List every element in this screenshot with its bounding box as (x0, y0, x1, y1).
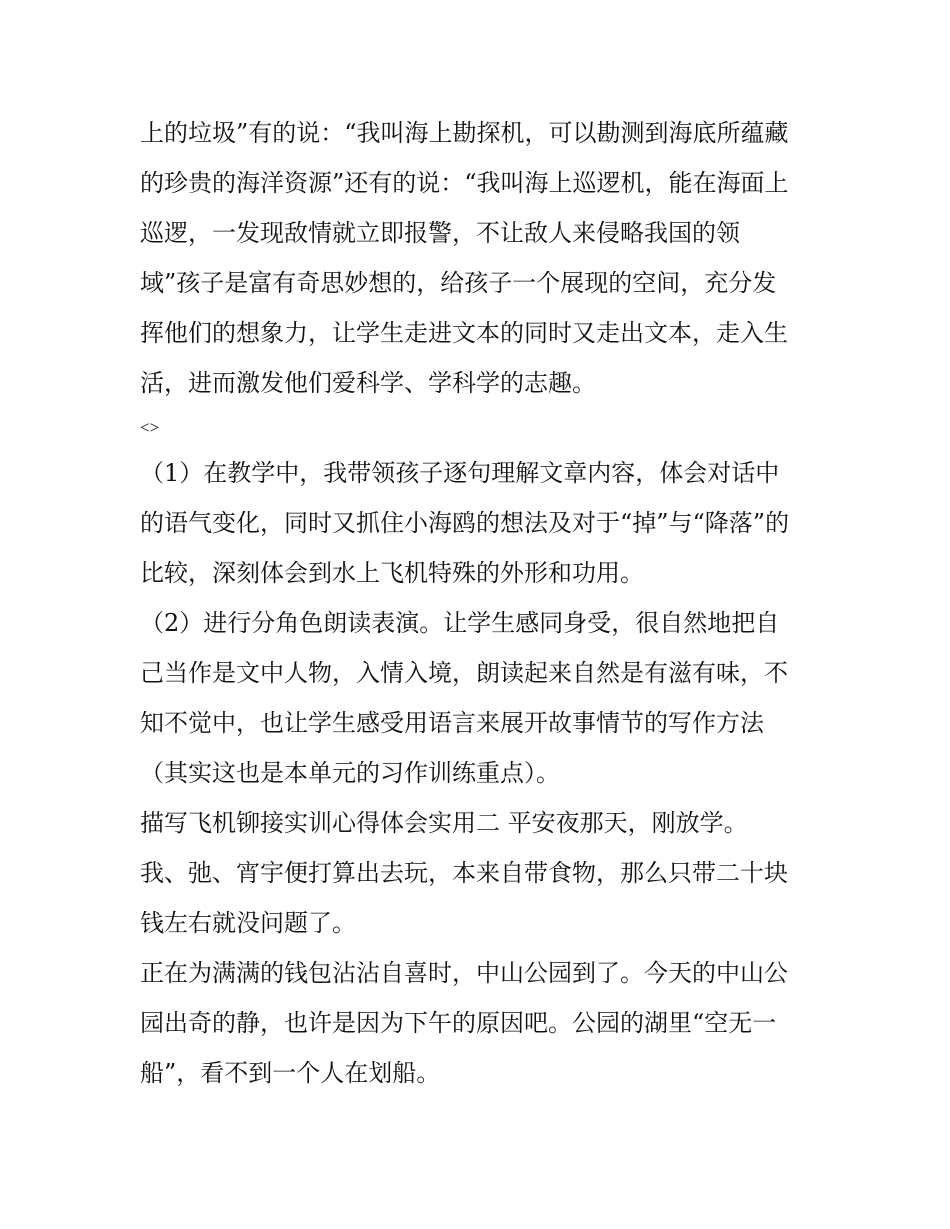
text-line: 域”孩子是富有奇思妙想的，给孩子一个展现的空间，充分发 (140, 269, 777, 297)
text-line: 的语气变化，同时又抓住小海鸥的想法及对于“掉”与“降落”的 (140, 509, 790, 537)
text-line: 上的垃圾”有的说：“我叫海上勘探机，可以勘测到海底所蕴藏 (140, 119, 789, 147)
text-line: 己当作是文中人物，入情入境，朗读起来自然是有滋有味，不 (140, 659, 788, 687)
document-body (140, 108, 820, 1098)
text-line: 园出奇的静，也许是因为下午的原因吧。公园的湖里“空无一 (140, 1009, 777, 1037)
text-line: （1）在教学中，我带领孩子逐句理解文章内容，体会对话中 (140, 459, 780, 487)
text-line: 活，进而激发他们爱科学、学科学的志趣。 (140, 369, 596, 397)
text-line: 描写飞机铆接实训心得体会实用二 平安夜那天，刚放学。 (140, 809, 748, 837)
text-line: 巡逻，一发现敌情就立即报警，不让敌人来侵略我国的领 (140, 219, 740, 247)
text-line: （其实这也是本单元的习作训练重点）。 (140, 759, 560, 787)
text-line: 的珍贵的海洋资源”还有的说：“我叫海上巡逻机，能在海面上 (140, 169, 789, 197)
text-line: 知不觉中，也让学生感受用语言来展开故事情节的写作方法 (140, 709, 764, 737)
text-line: 挥他们的想象力，让学生走进文本的同时又走出文本，走入生 (140, 319, 788, 347)
text-line: 钱左右就没问题了。 (140, 909, 356, 937)
text-line: （2）进行分角色朗读表演。让学生感同身受，很自然地把自 (140, 609, 780, 637)
text-line: 船”，看不到一个人在划船。 (140, 1059, 441, 1087)
text-line: 我、弛、宵宇便打算出去玩，本来自带食物，那么只带二十块 (140, 859, 788, 887)
text-line: 比较，深刻体会到水上飞机特殊的外形和功用。 (140, 559, 644, 587)
section-marker: <> (140, 418, 160, 437)
text-line: 正在为满满的钱包沾沾自喜时，中山公园到了。今天的中山公 (140, 959, 788, 987)
